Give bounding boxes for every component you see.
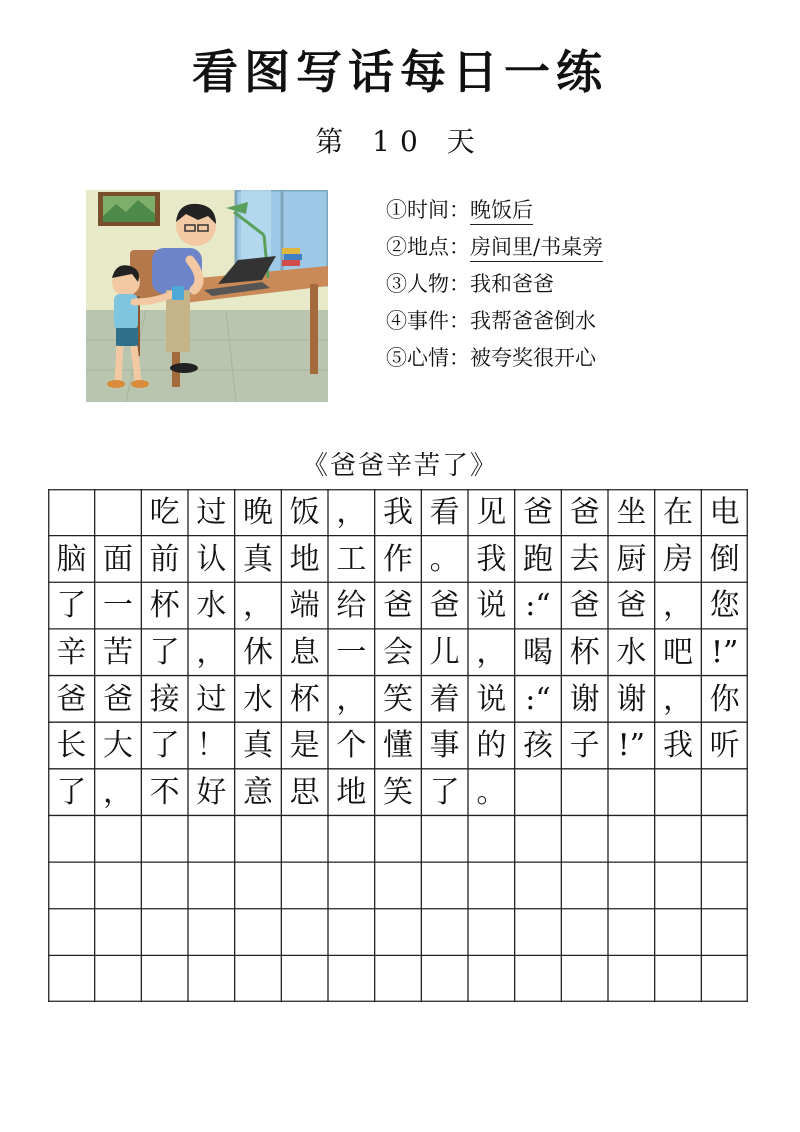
grid-cell: 我	[662, 728, 693, 764]
grid-cell: 房	[662, 541, 693, 577]
grid-cell	[468, 862, 515, 909]
grid-cell: 面	[102, 541, 133, 577]
grid-cell: 了	[149, 728, 180, 764]
grid-cell: 电	[709, 495, 740, 530]
grid-cell	[141, 862, 188, 909]
grid-cell: 。	[476, 774, 507, 810]
prompt-characters	[386, 266, 746, 303]
grid-cell	[281, 909, 328, 956]
grid-cell: 长	[56, 728, 87, 764]
grid-cell: 好	[196, 774, 227, 810]
grid-cell	[561, 955, 608, 1002]
grid-cell: 水	[616, 634, 647, 670]
grid-cell: 过	[196, 681, 227, 717]
grid-cell: 听	[709, 728, 740, 764]
grid-cell	[48, 909, 95, 956]
grid-cell	[281, 955, 328, 1002]
grid-cell: 喝	[522, 634, 553, 670]
grid-cell: 爸	[102, 681, 133, 717]
grid-cell: 说	[476, 681, 507, 717]
grid-cell	[235, 815, 282, 862]
grid-cell: 大	[102, 728, 133, 764]
grid-cell	[701, 955, 748, 1002]
grid-cell	[608, 815, 655, 862]
grid-cell: 的	[476, 728, 507, 764]
grid-cell	[48, 815, 95, 862]
grid-cell: 去	[569, 541, 600, 577]
grid-cell: 见	[476, 495, 507, 530]
grid-cell: ，	[336, 681, 367, 717]
grid-cell: 我	[476, 541, 507, 577]
grid-cell: 倒	[709, 541, 740, 577]
grid-cell: 在	[662, 495, 693, 530]
grid-cell	[48, 955, 95, 1002]
grid-cell	[188, 862, 235, 909]
grid-cell: 子	[569, 728, 600, 764]
grid-cell: 吧	[662, 634, 693, 670]
grid-cell	[375, 862, 422, 909]
prompt-label: ①时间：	[386, 198, 470, 222]
grid-cell: 水	[196, 588, 227, 624]
prompt-value: 我帮爸爸倒水	[470, 309, 596, 333]
grid-cell	[281, 815, 328, 862]
grid-cell: 过	[196, 495, 227, 530]
grid-cell: 真	[242, 541, 273, 577]
grid-cell	[515, 862, 562, 909]
grid-cell: 孩	[522, 728, 553, 764]
grid-cell	[328, 955, 375, 1002]
grid-cell: :“	[525, 588, 551, 624]
grid-cell: 作	[382, 541, 413, 577]
grid-cell	[701, 909, 748, 956]
grid-cell	[48, 862, 95, 909]
grid-cell	[701, 769, 748, 816]
grid-cell: ，	[196, 634, 227, 670]
grid-cell: 着	[429, 681, 460, 717]
grid-cell: ，	[662, 588, 693, 624]
grid-cell	[701, 862, 748, 909]
grid-cell	[468, 909, 515, 956]
grid-cell	[48, 489, 95, 536]
grid-cell: 了	[429, 774, 460, 810]
grid-cell: !”	[710, 634, 739, 670]
grid-cell: 杯	[149, 588, 180, 624]
grid-cell: 懂	[382, 728, 413, 764]
day-label: 第 10 天	[315, 125, 485, 158]
grid-cell: 爸	[382, 588, 413, 624]
grid-cell: ，	[336, 495, 367, 530]
grid-cell	[421, 815, 468, 862]
grid-cell	[608, 769, 655, 816]
grid-cell	[655, 815, 702, 862]
grid-cell: 儿	[429, 634, 460, 670]
grid-cell: 谢	[616, 681, 647, 717]
grid-cell: 爸	[569, 495, 600, 530]
grid-cell: 苦	[102, 634, 133, 670]
grid-cell: 事	[429, 728, 460, 764]
grid-cell: 坐	[616, 495, 647, 530]
prompt-label: ⑤心情：	[386, 346, 470, 370]
grid-cell: ！	[196, 728, 227, 764]
grid-cell: 脑	[56, 541, 87, 577]
grid-cell: ，	[476, 634, 507, 670]
prompt-value: 房间里/书桌旁	[470, 233, 603, 262]
grid-cell: 不	[149, 774, 180, 810]
grid-cell: ，	[242, 588, 273, 624]
grid-cell	[141, 955, 188, 1002]
grid-cell: 杯	[569, 634, 600, 670]
grid-cell: 跑	[522, 541, 553, 577]
grid-cell	[141, 909, 188, 956]
prompt-value: 被夸奖很开心	[470, 346, 596, 370]
grid-cell: 看	[429, 495, 460, 530]
grid-cell: 爸	[429, 588, 460, 624]
grid-cell	[561, 815, 608, 862]
grid-cell	[655, 955, 702, 1002]
grid-cell	[468, 955, 515, 1002]
prompt-value: 晚饭后	[470, 196, 533, 225]
prompt-mood	[386, 340, 746, 377]
grid-cell: 会	[382, 634, 413, 670]
grid-cell: 笑	[382, 774, 413, 810]
grid-cell: 辛	[56, 634, 87, 670]
grid-cell: 工	[336, 541, 367, 577]
grid-cell: 晚	[242, 495, 273, 530]
grid-cell	[281, 862, 328, 909]
grid-cell: 吃	[149, 495, 180, 530]
grid-cell: 一	[102, 588, 133, 624]
prompt-time	[386, 192, 746, 229]
prompt-label: ②地点：	[386, 235, 470, 259]
grid-cell	[95, 862, 142, 909]
grid-cell	[95, 955, 142, 1002]
grid-cell: 说	[476, 588, 507, 624]
grid-cell	[188, 955, 235, 1002]
grid-cell	[95, 815, 142, 862]
grid-cell	[701, 815, 748, 862]
grid-cell	[421, 909, 468, 956]
grid-cell	[95, 489, 142, 536]
grid-cell: 认	[196, 541, 227, 577]
grid-cell	[608, 955, 655, 1002]
grid-cell	[95, 909, 142, 956]
page-title: 看图写话每日一练	[192, 45, 608, 99]
grid-cell: 思	[289, 774, 320, 810]
prompt-label: ④事件：	[386, 309, 470, 333]
grid-cell	[235, 955, 282, 1002]
grid-cell: 水	[242, 681, 273, 717]
writing-prompts	[386, 192, 746, 377]
grid-cell	[655, 769, 702, 816]
grid-cell	[515, 769, 562, 816]
grid-cell: :“	[525, 681, 551, 717]
grid-cell	[515, 955, 562, 1002]
grid-cell	[235, 862, 282, 909]
grid-cell	[608, 909, 655, 956]
prompt-event	[386, 303, 746, 340]
grid-cell	[561, 862, 608, 909]
grid-cell: ，	[102, 774, 133, 810]
grid-cell: 爸	[569, 588, 600, 624]
grid-cell: 爸	[56, 681, 87, 717]
grid-cell	[141, 815, 188, 862]
grid-cell	[375, 955, 422, 1002]
prompt-label: ③人物：	[386, 272, 470, 296]
grid-cell: 厨	[616, 541, 647, 577]
grid-cell: 个	[336, 728, 367, 764]
grid-cell	[188, 909, 235, 956]
grid-cell	[328, 815, 375, 862]
grid-cell	[328, 862, 375, 909]
grid-cell: 地	[289, 541, 320, 577]
grid-cell: 爸	[522, 495, 553, 530]
grid-cell: 给	[336, 588, 367, 624]
grid-cell: ，	[662, 681, 693, 717]
grid-cell: 了	[56, 774, 87, 810]
grid-cell	[515, 815, 562, 862]
grid-cell: 意	[242, 774, 273, 810]
grid-cell: 爸	[616, 588, 647, 624]
grid-cell: 谢	[569, 681, 600, 717]
grid-cell: 我	[382, 495, 413, 530]
prompt-value: 我和爸爸	[470, 272, 554, 296]
grid-cell	[375, 815, 422, 862]
grid-cell	[421, 862, 468, 909]
grid-cell: 接	[149, 681, 180, 717]
grid-cell	[235, 909, 282, 956]
grid-cell: 端	[289, 588, 320, 624]
grid-cell	[561, 909, 608, 956]
grid-cell: 前	[149, 541, 180, 577]
grid-cell: 笑	[382, 681, 413, 717]
grid-cell	[655, 862, 702, 909]
grid-cell	[655, 909, 702, 956]
prompt-place	[386, 229, 746, 266]
grid-cell	[421, 955, 468, 1002]
grid-cell: 饭	[289, 495, 320, 530]
grid-cell	[188, 815, 235, 862]
grid-cell	[375, 909, 422, 956]
grid-cell: 您	[709, 588, 740, 624]
grid-cell: 了	[149, 634, 180, 670]
grid-cell: 杯	[289, 681, 320, 717]
grid-cell	[515, 909, 562, 956]
grid-cell	[328, 909, 375, 956]
grid-cell	[608, 862, 655, 909]
writing-grid	[48, 489, 748, 1002]
grid-cell: 你	[709, 681, 740, 717]
grid-cell: 真	[242, 728, 273, 764]
grid-cell: 一	[336, 634, 367, 670]
illustration-boy-giving-dad-water	[86, 190, 328, 402]
grid-cell	[561, 769, 608, 816]
grid-cell: 了	[56, 588, 87, 624]
essay-title: 《爸爸辛苦了》	[301, 451, 498, 481]
grid-cell: 地	[336, 774, 367, 810]
grid-cell: 息	[289, 634, 320, 670]
grid-cell	[468, 815, 515, 862]
grid-cell: 是	[289, 728, 320, 764]
grid-cell: 休	[242, 634, 273, 670]
grid-cell: 。	[429, 541, 460, 577]
grid-cell: !”	[617, 728, 646, 764]
